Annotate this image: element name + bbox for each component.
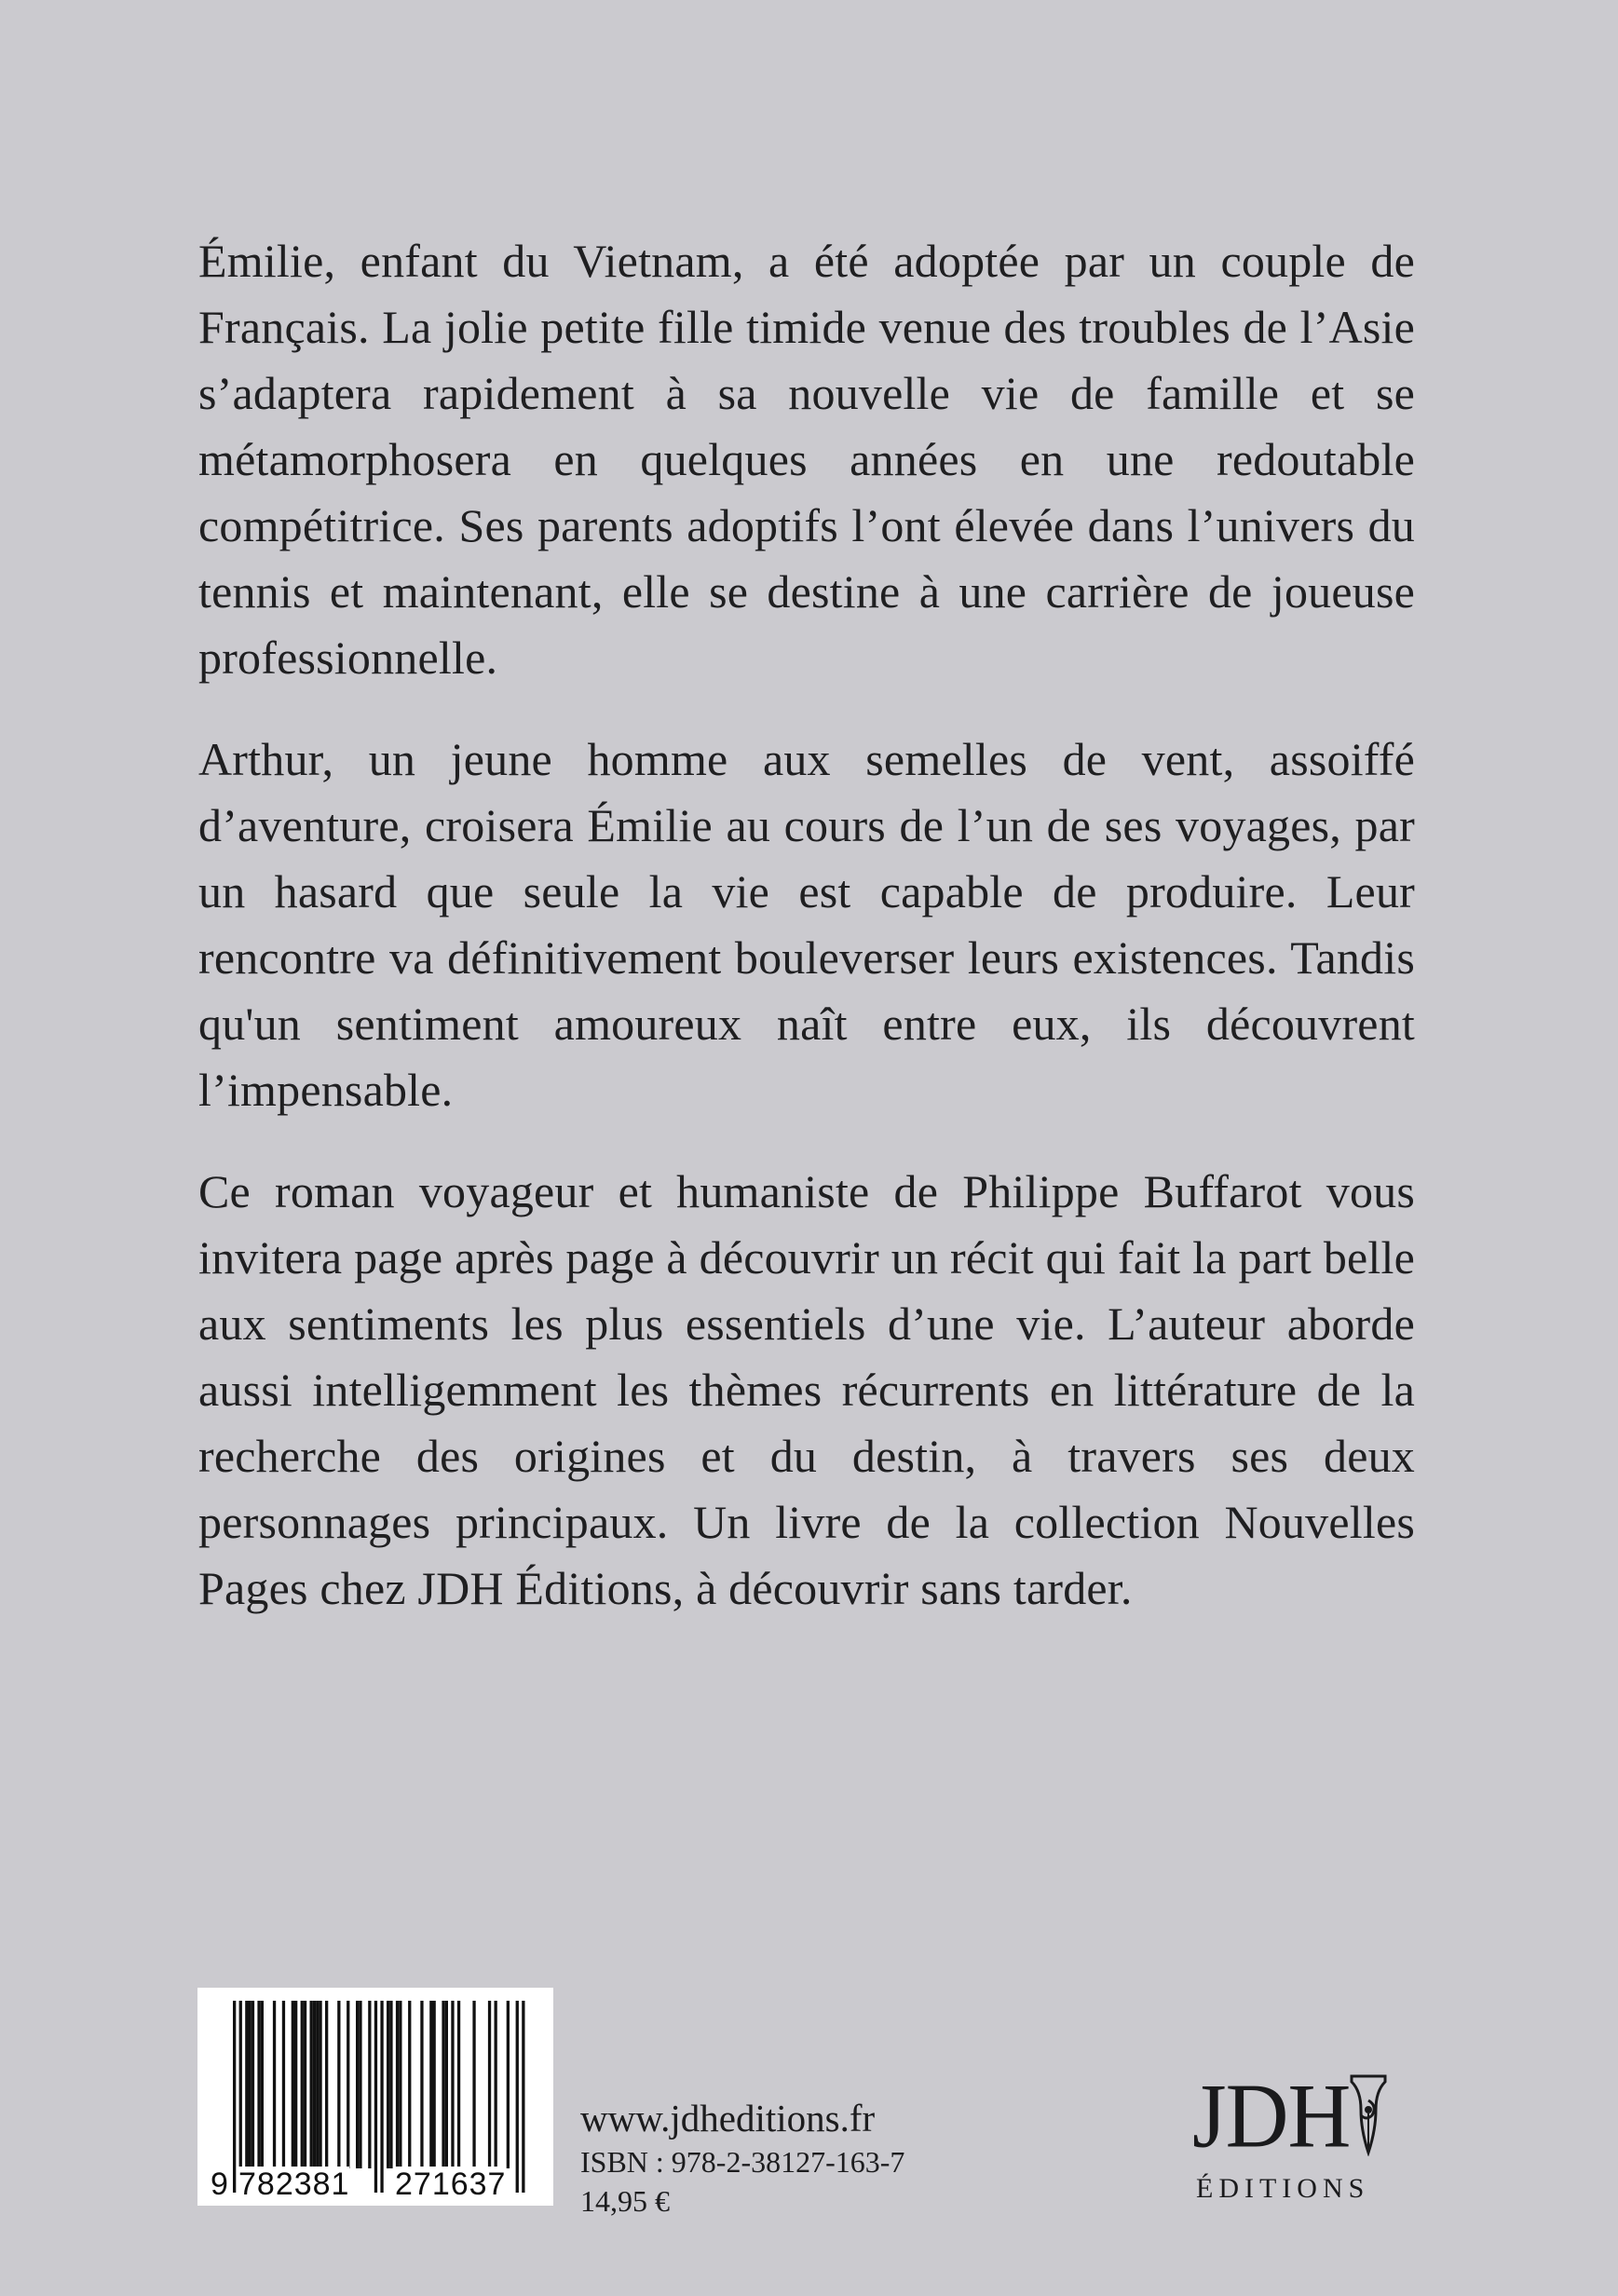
publisher-info — [580, 2094, 904, 2221]
barcode-bar — [325, 2001, 328, 2168]
logo-wordmark: JDH — [1192, 2065, 1351, 2167]
barcode-bar — [380, 2001, 383, 2193]
barcode-bar — [387, 2001, 389, 2168]
blurb-paragraph-1: Émilie, enfant du Vietnam, a été adoptée par un couple de Français. La jolie petite fille timide venue des troubles de l’Asie s’adaptera rapidement à sa nouvelle vie de famille et se métamorphosera en quelques années en une redoutable compétitrice. Ses parents adoptifs l’ont élevée dans l’univers du tennis et maintenant, elle se destine à une carrière de joueuse professionnelle. — [198, 235, 1415, 684]
publisher-logo — [1176, 2061, 1399, 2210]
barcode-bar — [310, 2001, 313, 2168]
barcode-bar — [389, 2001, 392, 2168]
barcode-bar — [408, 2001, 411, 2168]
barcode-bar — [252, 2001, 254, 2168]
barcode-bar — [337, 2001, 340, 2168]
barcode-right-group: 271637 — [395, 2167, 507, 2202]
barcode-bar — [522, 2001, 524, 2193]
price-text: 14,95 € — [580, 2184, 670, 2218]
barcode-bar — [249, 2001, 252, 2168]
barcode-bar — [516, 2001, 519, 2193]
barcode-bar — [239, 2001, 242, 2193]
barcode-bar — [396, 2001, 399, 2168]
barcode-bar — [292, 2001, 294, 2168]
barcode-left-group: 782381 — [238, 2167, 350, 2202]
barcode-bar — [313, 2001, 316, 2168]
barcode-bar — [420, 2001, 423, 2168]
barcode-bar — [442, 2001, 444, 2168]
back-cover-blurb — [198, 228, 1415, 1657]
barcode-bar — [368, 2001, 371, 2168]
barcode-bar — [304, 2001, 306, 2168]
barcode-bar — [488, 2001, 491, 2168]
barcode-lead-digit: 9 — [211, 2167, 229, 2202]
barcode-bar — [282, 2001, 285, 2168]
barcode-bar — [257, 2001, 260, 2168]
blurb-paragraph-2: Arthur, un jeune homme aux semelles de vent, assoiffé d’aventure, croisera Émilie au cours de l’un de ses voyages, par un hasard que seule la vie est capable de produire. Leur rencontre va définitivement bouleverser leurs existences. Tandis qu'un sentiment amoureux naît entre eux, ils découvrent l’impensable. — [198, 733, 1415, 1116]
barcode-bar — [356, 2001, 359, 2168]
blurb-paragraph-3: Ce roman voyageur et humaniste de Philippe Buffarot vous invitera page après page à découvrir un récit qui fait la part belle aux sentiments les plus essentiels d’une vie. L’auteur aborde aussi intelligemment les thèmes récurrents en littérature de la recherche des origines et du destin, à travers ses deux personnages principaux. Un livre de la collection Nouvelles Pages chez JDH Éditions, à découvrir sans tarder. — [198, 1165, 1415, 1614]
isbn-barcode — [197, 1988, 553, 2206]
barcode-bar — [319, 2001, 321, 2168]
barcode-bar — [294, 2001, 297, 2168]
barcode-bar — [495, 2001, 497, 2168]
barcode-bar — [451, 2001, 454, 2168]
barcode-bar — [472, 2001, 475, 2168]
barcode-bar — [301, 2001, 304, 2168]
barcode-bar — [433, 2001, 436, 2168]
barcode-bar — [261, 2001, 264, 2168]
publisher-url: www.jdheditions.fr — [580, 2097, 876, 2140]
barcode-bar — [316, 2001, 319, 2168]
barcode-bar — [273, 2001, 276, 2168]
barcode-bar — [445, 2001, 448, 2168]
barcode-bar — [399, 2001, 401, 2168]
barcode-bar — [374, 2001, 377, 2193]
barcode-bar — [359, 2001, 361, 2168]
barcode-bar — [245, 2001, 248, 2168]
barcode-bar — [233, 2001, 236, 2193]
barcode-bar — [457, 2001, 460, 2168]
barcode-bar — [507, 2001, 510, 2168]
logo-subtext: ÉDITIONS — [1196, 2173, 1370, 2204]
barcode-bar — [347, 2001, 349, 2168]
barcode-bar — [429, 2001, 432, 2168]
barcode-digits — [197, 2167, 553, 2204]
isbn-text: ISBN : 978-2-38127-163-7 — [580, 2145, 905, 2179]
pen-nib-icon — [1348, 2072, 1389, 2156]
